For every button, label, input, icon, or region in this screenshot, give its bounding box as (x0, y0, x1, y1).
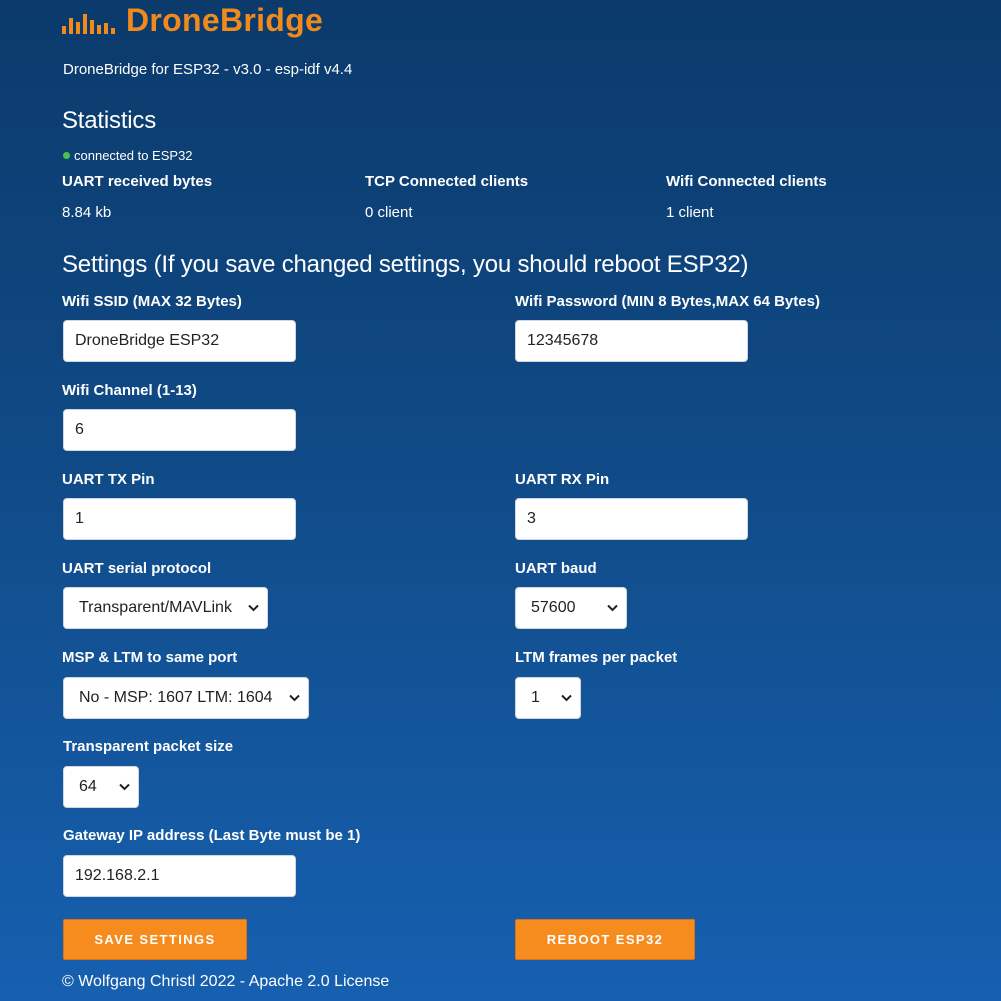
packet-size-select[interactable] (63, 766, 139, 808)
uart-tx-input[interactable] (63, 498, 296, 540)
chevron-down-icon (289, 694, 300, 702)
chevron-down-icon (248, 604, 259, 612)
gateway-ip-label: Gateway IP address (Last Byte must be 1) (63, 827, 361, 844)
wifi-ssid-input[interactable] (63, 320, 296, 362)
footer-copyright: © Wolfgang Christl 2022 - Apache 2.0 License (62, 973, 390, 990)
connection-status (63, 148, 193, 163)
msp-ltm-port-value: No - MSP: 1607 LTM: 1604 (79, 689, 273, 706)
msp-ltm-port-select[interactable] (63, 677, 309, 719)
wifi-channel-input[interactable] (63, 409, 296, 451)
version-subtitle: DroneBridge for ESP32 - v3.0 - esp-idf v4.4 (63, 61, 353, 78)
chevron-down-icon (119, 783, 130, 791)
connection-status-text: connected to ESP32 (74, 148, 193, 163)
tcp-clients-label: TCP Connected clients (365, 173, 529, 190)
uart-received-label: UART received bytes (62, 173, 213, 190)
brand-logo (62, 2, 323, 39)
statistics-heading: Statistics (62, 107, 157, 134)
wifi-clients-value: 1 client (666, 204, 714, 221)
wifi-password-input[interactable] (515, 320, 748, 362)
settings-heading: Settings (If you save changed settings, you should reboot ESP32) (62, 251, 749, 278)
wifi-clients-label: Wifi Connected clients (666, 173, 827, 190)
uart-received-value: 8.84 kb (62, 204, 112, 221)
gateway-ip-input[interactable] (63, 855, 296, 897)
uart-baud-select[interactable] (515, 587, 627, 629)
status-dot-icon (63, 152, 70, 159)
msp-ltm-port-label: MSP & LTM to same port (62, 649, 238, 666)
packet-size-value: 64 (79, 778, 97, 795)
ltm-frames-label: LTM frames per packet (515, 649, 678, 666)
uart-baud-value: 57600 (531, 599, 576, 616)
ltm-frames-select[interactable] (515, 677, 581, 719)
save-settings-button[interactable]: SAVE SETTINGS (63, 919, 247, 960)
tcp-clients-value: 0 client (365, 204, 413, 221)
uart-rx-label: UART RX Pin (515, 471, 610, 488)
chevron-down-icon (607, 604, 618, 612)
chevron-down-icon (561, 694, 572, 702)
signal-bars-icon (62, 8, 120, 34)
wifi-ssid-label: Wifi SSID (MAX 32 Bytes) (62, 293, 242, 310)
serial-protocol-value: Transparent/MAVLink (79, 599, 232, 616)
uart-baud-label: UART baud (515, 560, 597, 577)
uart-tx-label: UART TX Pin (62, 471, 155, 488)
uart-rx-input[interactable] (515, 498, 748, 540)
wifi-channel-label: Wifi Channel (1-13) (62, 382, 197, 399)
ltm-frames-value: 1 (531, 689, 540, 706)
wifi-password-label: Wifi Password (MIN 8 Bytes,MAX 64 Bytes) (515, 293, 820, 310)
packet-size-label: Transparent packet size (63, 738, 234, 755)
reboot-esp32-button[interactable]: REBOOT ESP32 (515, 919, 695, 960)
serial-protocol-label: UART serial protocol (62, 560, 212, 577)
serial-protocol-select[interactable] (63, 587, 268, 629)
brand-name: DroneBridge (126, 2, 324, 38)
